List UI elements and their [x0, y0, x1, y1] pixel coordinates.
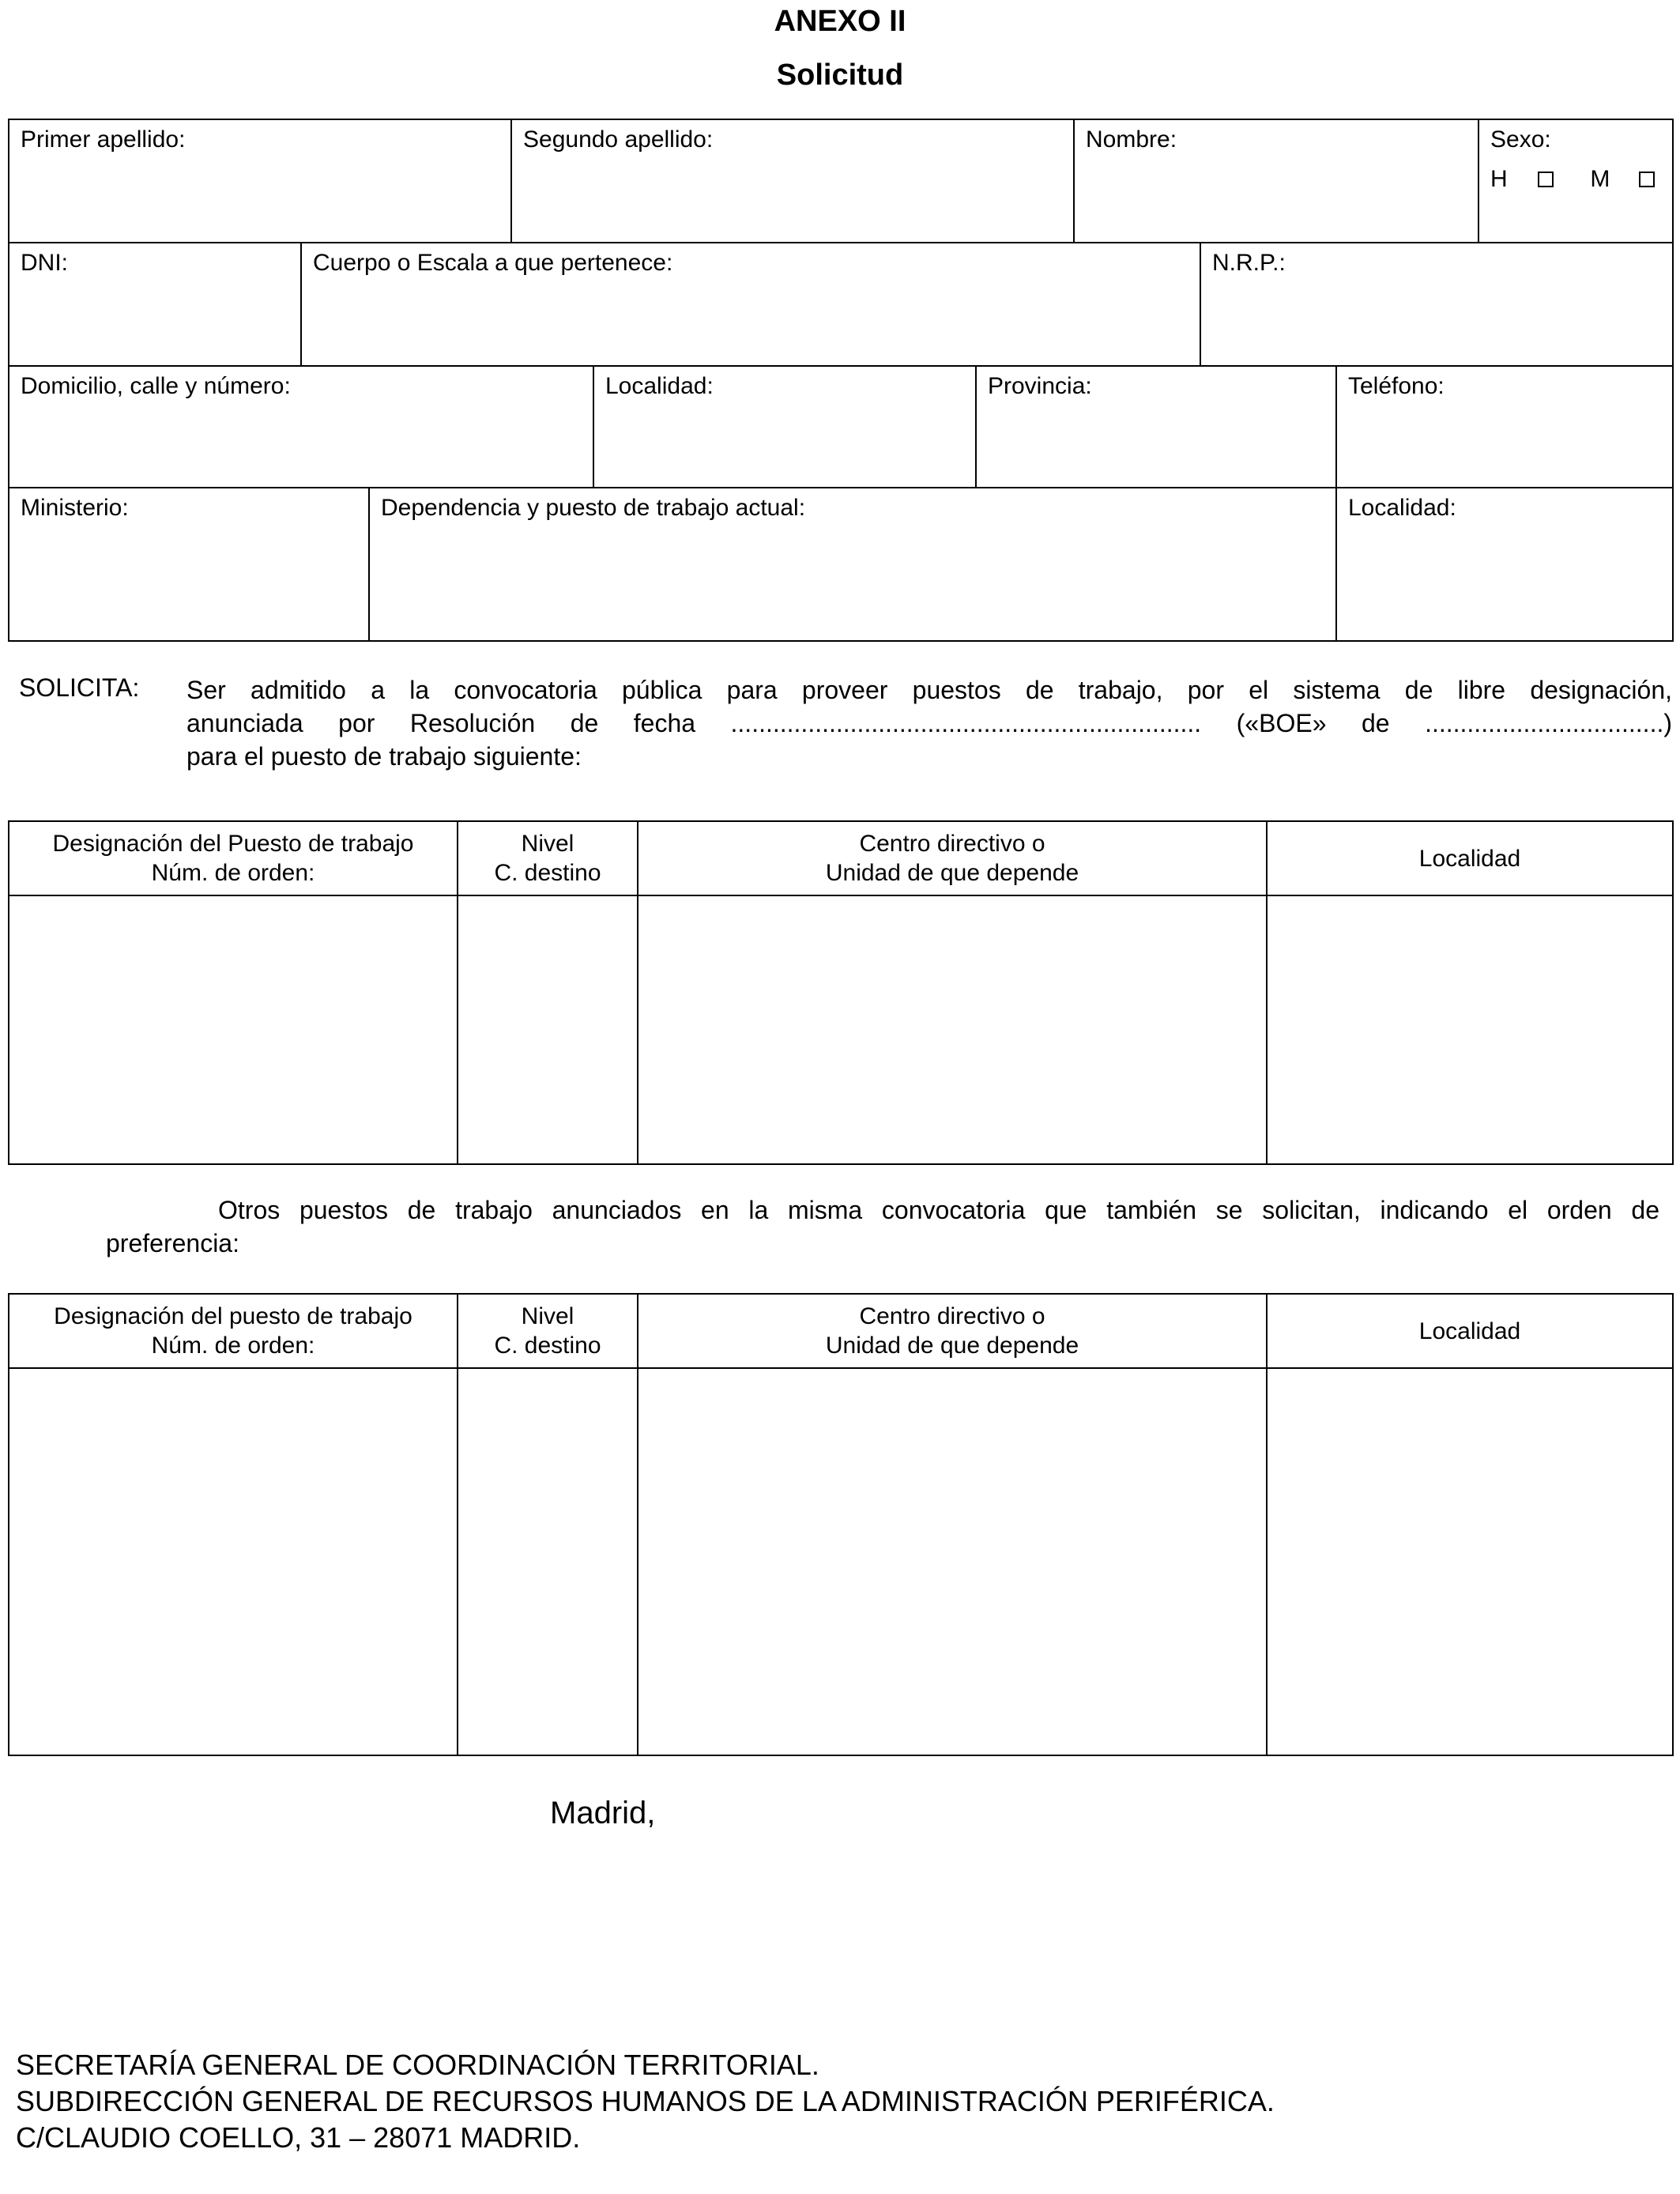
header-nivel: [458, 1295, 638, 1367]
cell-nivel[interactable]: [458, 896, 638, 1163]
dni-label: DNI:: [21, 250, 68, 276]
field-telefono[interactable]: [1337, 367, 1672, 487]
otros-line-2: preferencia:: [106, 1229, 239, 1257]
solicita-line-2: anunciada por Resolución de fecha ................................................................... («BOE» de ..................................): [186, 709, 1672, 737]
header-designacion: [9, 822, 458, 895]
sexo-m-checkbox[interactable]: [1639, 172, 1655, 187]
table-header: [9, 822, 1672, 896]
personal-data-grid: [8, 119, 1674, 642]
header-centro: [638, 1295, 1268, 1367]
annex-title: ANEXO II: [774, 5, 906, 38]
cell-nivel[interactable]: [458, 1369, 638, 1755]
header-centro-line1: Centro directivo o: [859, 1303, 1045, 1329]
row-work: [9, 488, 1672, 640]
header-centro-line2: Unidad de que depende: [825, 1333, 1079, 1359]
header-localidad-text: Localidad: [1418, 1318, 1521, 1344]
field-primer-apellido[interactable]: [9, 120, 512, 242]
header-localidad: [1268, 822, 1672, 895]
solicita-line-1: Ser admitido a la convocatoria pública para proveer puestos de trabajo, por el sistema de libre designación,: [186, 676, 1672, 704]
table-header: [9, 1295, 1672, 1369]
sexo-label: Sexo:: [1490, 126, 1551, 153]
header-centro-line2: Unidad de que depende: [825, 860, 1079, 886]
footer-address: [16, 2047, 1275, 2156]
cell-localidad[interactable]: [1268, 896, 1672, 1163]
footer-line-1: SECRETARÍA GENERAL DE COORDINACIÓN TERRITORIAL.: [16, 2049, 819, 2081]
dependencia-label: Dependencia y puesto de trabajo actual:: [381, 495, 806, 521]
cell-centro[interactable]: [638, 896, 1268, 1163]
nrp-label: N.R.P.:: [1212, 250, 1286, 276]
field-nrp[interactable]: [1201, 243, 1672, 365]
cell-centro[interactable]: [638, 1369, 1268, 1755]
field-domicilio[interactable]: [9, 367, 594, 487]
place-date: Madrid,: [550, 1796, 656, 1830]
sexo-h-label: H: [1490, 166, 1508, 192]
otros-line-1: Otros puestos de trabajo anunciados en la misma convocatoria que también se solicitan, indicando el orden de: [218, 1196, 1659, 1224]
footer-line-2: SUBDIRECCIÓN GENERAL DE RECURSOS HUMANOS DE LA ADMINISTRACIÓN PERIFÉRICA.: [16, 2085, 1275, 2117]
header-nivel-line1: Nivel: [521, 831, 574, 857]
footer-line-3: C/CLAUDIO COELLO, 31 – 28071 MADRID.: [16, 2121, 581, 2154]
header-designacion: [9, 1295, 458, 1367]
field-localidad-trabajo[interactable]: [1337, 488, 1672, 640]
otros-puestos-text: [106, 1193, 1659, 1260]
cell-designacion[interactable]: [9, 1369, 458, 1755]
header-nivel: [458, 822, 638, 895]
cell-designacion[interactable]: [9, 896, 458, 1163]
ministerio-label: Ministerio:: [21, 495, 129, 521]
field-provincia[interactable]: [977, 367, 1337, 487]
header-centro-line1: Centro directivo o: [859, 831, 1045, 857]
header-designacion-line1: Designación del Puesto de trabajo: [52, 831, 414, 857]
header-nivel-line1: Nivel: [521, 1303, 574, 1329]
solicita-line-3: para el puesto de trabajo siguiente:: [186, 742, 582, 771]
header-nivel-line2: C. destino: [494, 860, 601, 886]
header-localidad: [1268, 1295, 1672, 1367]
field-nombre[interactable]: [1075, 120, 1479, 242]
header-nivel-line2: C. destino: [494, 1333, 601, 1359]
nombre-label: Nombre:: [1086, 126, 1177, 153]
field-dependencia[interactable]: [370, 488, 1337, 640]
row-id: [9, 243, 1672, 367]
segundo-apellido-label: Segundo apellido:: [523, 126, 714, 153]
other-positions-table: [8, 1293, 1674, 1756]
cell-localidad[interactable]: [1268, 1369, 1672, 1755]
sexo-h-checkbox[interactable]: [1538, 172, 1554, 187]
sexo-m-label: M: [1590, 166, 1610, 192]
header-localidad-text: Localidad: [1418, 845, 1521, 872]
header-designacion-line1: Designación del puesto de trabajo: [54, 1303, 412, 1329]
provincia-label: Provincia:: [988, 373, 1092, 399]
field-dni[interactable]: [9, 243, 302, 365]
field-cuerpo[interactable]: [302, 243, 1201, 365]
cuerpo-label: Cuerpo o Escala a que pertenece:: [313, 250, 673, 276]
localidad-trabajo-label: Localidad:: [1348, 495, 1456, 521]
solicita-label: SOLICITA:: [19, 673, 140, 702]
header-centro: [638, 822, 1268, 895]
header-designacion-line2: Núm. de orden:: [151, 1333, 315, 1359]
row-names: [9, 120, 1672, 243]
header-designacion-line2: Núm. de orden:: [151, 860, 315, 886]
field-segundo-apellido[interactable]: [512, 120, 1075, 242]
domicilio-label: Domicilio, calle y número:: [21, 373, 291, 399]
telefono-label: Teléfono:: [1348, 373, 1445, 399]
sexo-options: [1490, 166, 1655, 193]
row-address: [9, 367, 1672, 488]
solicita-text: [186, 673, 1672, 773]
field-ministerio[interactable]: [9, 488, 370, 640]
page-title: Solicitud: [776, 58, 904, 92]
requested-position-table: [8, 820, 1674, 1165]
field-sexo: [1479, 120, 1672, 242]
field-localidad[interactable]: [594, 367, 977, 487]
localidad-label: Localidad:: [605, 373, 714, 399]
primer-apellido-label: Primer apellido:: [21, 126, 186, 153]
